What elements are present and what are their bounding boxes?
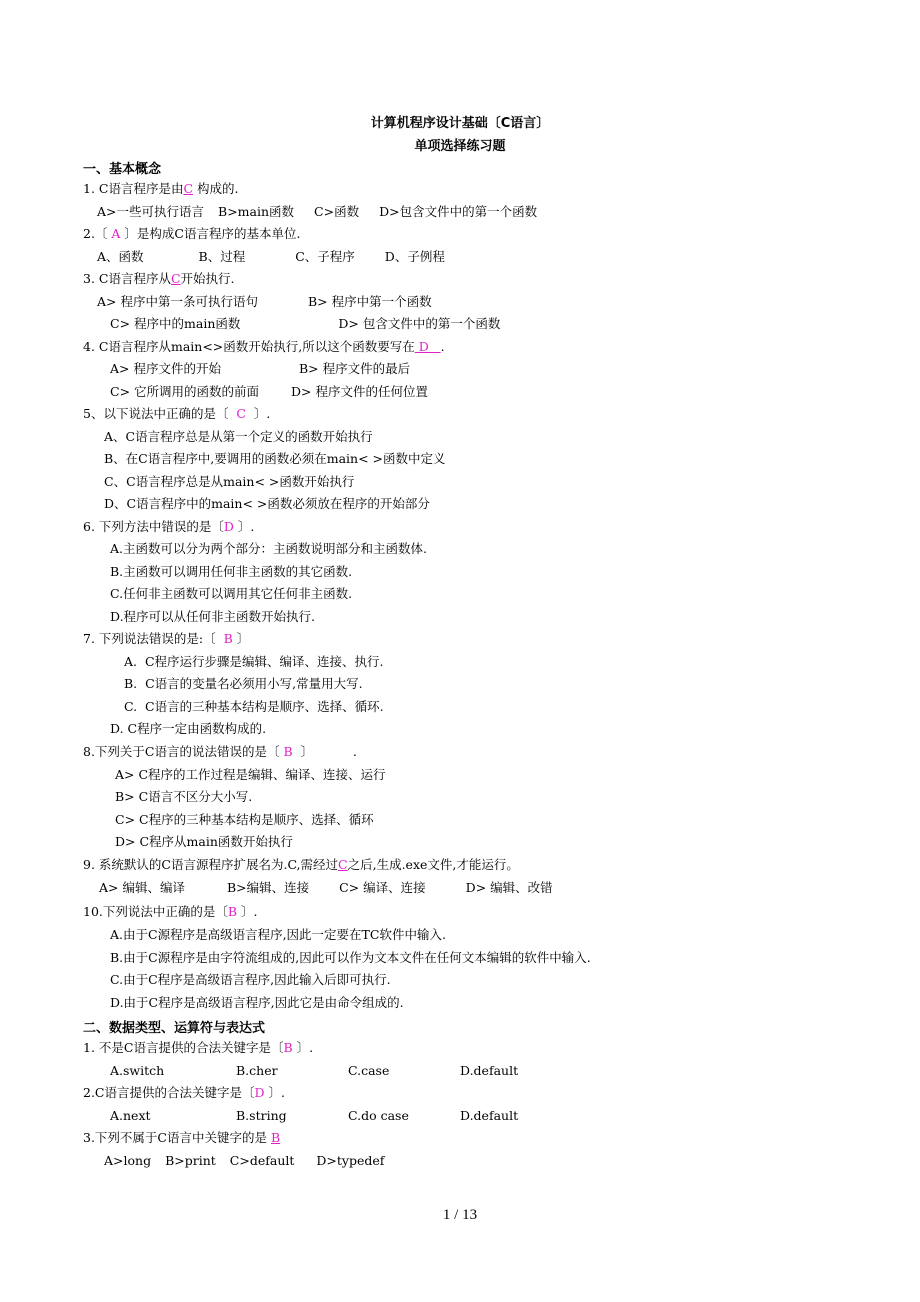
section-2-question-1-options: A.switch B.cher C.case D.default	[110, 1063, 519, 1078]
section-2-question-2-options: A.next B.string C.do case D.default	[110, 1108, 519, 1123]
question-2-options: A、函数 B、过程 C、子程序 D、子例程	[97, 249, 445, 264]
question-9-options: A> 编辑、编译 B>编辑、连接 C> 编译、连接 D> 编辑、改错	[99, 880, 553, 895]
question-4-option-cd: C> 它所调用的函数的前面 D> 程序文件的任何位置	[110, 384, 428, 399]
question-6-option-a: A.主函数可以分为两个部分：主函数说明部分和主函数体.	[110, 541, 427, 556]
question-10-option-d: D.由于C程序是高级语言程序,因此它是由命令组成的.	[110, 995, 404, 1010]
answer-mark: C	[170, 271, 181, 286]
section-heading-basic-concepts: 一、基本概念	[83, 162, 162, 177]
question-7-option-a: A. C程序运行步骤是编辑、编译、连接、执行.	[124, 654, 384, 669]
answer-mark: B	[227, 904, 238, 919]
question-8-option-a: A> C程序的工作过程是编辑、编译、连接、运行	[115, 767, 386, 782]
answer-mark: B	[223, 631, 233, 646]
question-1-options: A>一些可执行语言 B>main函数 C>函数 D>包含文件中的第一个函数	[97, 204, 538, 219]
question-6-option-b: B.主函数可以调用任何非主函数的其它函数.	[110, 564, 353, 579]
question-10-option-b: B.由于C源程序是由字符流组成的,因此可以作为文本文件在任何文本编辑的软件中输入.	[110, 950, 591, 965]
question-7: 7. 下列说法错误的是:〔 B 〕	[83, 631, 250, 646]
question-7-option-b: B. C语言的变量名必须用小写,常量用大写.	[124, 676, 363, 691]
question-2: 2.〔 A 〕是构成C语言程序的基本单位.	[83, 226, 301, 241]
question-7-option-d: D. C程序一定由函数构成的.	[110, 721, 267, 736]
section-2-question-1: 1. 不是C语言提供的合法关键字是〔B 〕.	[83, 1040, 314, 1055]
answer-mark: B	[283, 1040, 293, 1055]
question-3-option-cd: C> 程序中的main函数 D> 包含文件中的第一个函数	[110, 316, 501, 331]
question-4-option-ab: A> 程序文件的开始 B> 程序文件的最后	[110, 361, 411, 376]
section-2-question-3-options: A>long B>print C>default D>typedef	[104, 1153, 385, 1168]
page-number: 1 / 13	[442, 1207, 478, 1223]
answer-mark: D	[414, 339, 441, 354]
question-10: 10.下列说法中正确的是〔B 〕.	[83, 904, 258, 919]
question-6: 6. 下列方法中错误的是〔D 〕.	[83, 519, 255, 534]
question-3-option-ab: A> 程序中第一条可执行语句 B> 程序中第一个函数	[97, 294, 432, 309]
document-subtitle: 单项选择练习题	[414, 139, 506, 154]
section-2-question-2: 2.C语言提供的合法关键字是〔D 〕.	[83, 1085, 285, 1100]
question-6-option-c: C.任何非主函数可以调用其它任何非主函数.	[110, 586, 353, 601]
question-10-option-a: A.由于C源程序是高级语言程序,因此一定要在TC软件中输入.	[110, 927, 446, 942]
question-7-option-c: C. C语言的三种基本结构是顺序、选择、循环.	[124, 699, 384, 714]
question-5-option-a: A、C语言程序总是从第一个定义的函数开始执行	[104, 429, 373, 444]
answer-mark: C	[338, 857, 348, 872]
section-heading-data-types: 二、数据类型、运算符与表达式	[83, 1021, 266, 1036]
question-5: 5、以下说法中正确的是〔 C 〕.	[83, 406, 271, 421]
question-5-option-c: C、C语言程序总是从main< >函数开始执行	[104, 474, 355, 489]
section-2-question-3: 3.下列不属于C语言中关键字的是 B	[83, 1130, 281, 1145]
question-8-option-b: B> C语言不区分大小写.	[115, 789, 253, 804]
question-1: 1. C语言程序是由C 构成的.	[83, 181, 239, 196]
question-6-option-d: D.程序可以从任何非主函数开始执行.	[110, 609, 316, 624]
document-title: 计算机程序设计基础〔C语言〕	[370, 116, 550, 131]
answer-mark: D	[254, 1085, 265, 1100]
question-5-option-b: B、在C语言程序中,要调用的函数必须在main< >函数中定义	[104, 451, 446, 466]
question-5-option-d: D、C语言程序中的main< >函数必须放在程序的开始部分	[104, 496, 430, 511]
question-9: 9. 系统默认的C语言源程序扩展名为.C,需经过C之后,生成.exe文件,才能运行。	[83, 857, 519, 872]
answer-mark: B	[283, 744, 293, 759]
question-8-option-d: D> C程序从main函数开始执行	[115, 834, 293, 849]
answer-mark: B	[270, 1130, 281, 1145]
answer-mark: A	[111, 226, 121, 241]
answer-mark: C	[236, 406, 246, 421]
question-8-option-c: C> C程序的三种基本结构是顺序、选择、循环	[115, 812, 374, 827]
question-3: 3. C语言程序从C开始执行.	[83, 271, 235, 286]
question-8: 8.下列关于C语言的说法错误的是〔 B 〕 .	[83, 744, 357, 759]
question-4: 4. C语言程序从main<>函数开始执行,所以这个函数要写在 D .	[83, 339, 445, 354]
answer-mark: C	[183, 181, 194, 196]
question-10-option-c: C.由于C程序是高级语言程序,因此输入后即可执行.	[110, 972, 391, 987]
answer-mark: D	[223, 519, 234, 534]
